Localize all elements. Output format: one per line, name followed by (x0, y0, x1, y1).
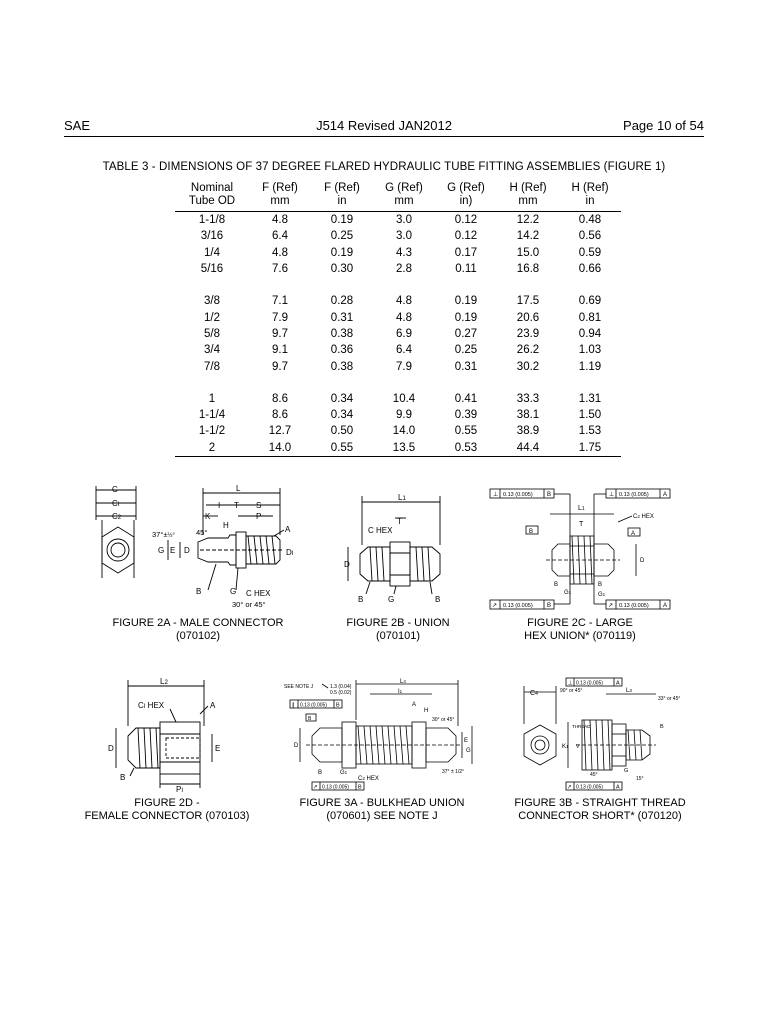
header-doc-id: J514 Revised JAN2012 (316, 118, 452, 133)
tol-box-4: 0.13 (0.005) (619, 603, 649, 609)
table-cell: 1-1/8 (198, 214, 226, 227)
table-cell: 38.1 (516, 409, 540, 422)
table-cell: 1.53 (578, 425, 602, 438)
figure-2b-caption (318, 617, 478, 642)
table-cell: 7.9 (396, 360, 412, 373)
label-c: C (112, 485, 118, 494)
table-cell: 0.31 (330, 311, 354, 324)
table-cell: 26.2 (516, 344, 540, 357)
table-cell: 8.6 (272, 409, 288, 422)
label-k1: K1 (562, 744, 569, 750)
figure-2a-caption (98, 617, 298, 642)
label-dim-2: 0.5 (0.02) (330, 690, 352, 696)
table-cell: 44.4 (497, 440, 559, 457)
table-cell: 0.50 (330, 425, 354, 438)
table-row (175, 326, 621, 342)
table-cell: 9.7 (272, 360, 288, 373)
table-cell: 15.0 (516, 246, 540, 259)
column-header: F (Ref) mm (249, 182, 311, 212)
tol-ref-3: B (547, 603, 552, 609)
table-cell: 0.11 (455, 263, 477, 276)
tol-ref-2: B (358, 784, 362, 791)
table-row (175, 391, 621, 407)
tol-box-2: 0.13 (0.005) (619, 492, 649, 498)
table-cell: 6.4 (272, 230, 288, 243)
table-row (175, 245, 621, 261)
table-cell: 0.27 (454, 327, 478, 340)
label-c2: C2 (112, 512, 122, 521)
table-cell: 0.94 (578, 327, 602, 340)
figure-2a-drawing (88, 480, 304, 614)
tol-box-2: 0.13 (0.005) (576, 784, 603, 791)
table-cell: 0.34 (330, 409, 354, 422)
label-a: A (210, 701, 216, 710)
column-header: H (Ref) in (559, 182, 621, 212)
figure-3b-caption (500, 797, 700, 822)
table-cell: 1.03 (578, 344, 602, 357)
label-i: I (218, 501, 221, 510)
table-header-row (175, 182, 621, 212)
table-row (175, 293, 621, 309)
table-cell: 0.55 (454, 425, 478, 438)
union-side-view (360, 542, 440, 586)
table-cell: 0.39 (454, 409, 478, 422)
column-header: F (Ref) in (311, 182, 373, 212)
table-cell: 3/8 (204, 295, 220, 308)
label-l2: L2 (160, 677, 168, 686)
figure-2c-code: HEX UNION* (070119) (524, 629, 636, 642)
label-d: D (184, 546, 190, 555)
table-cell: 5/8 (204, 327, 220, 340)
label-thread: THREAD (572, 724, 591, 729)
table-cell: 23.9 (516, 327, 540, 340)
table-row (175, 423, 621, 439)
label-c-hex: C HEX (246, 589, 271, 598)
table-group-spacer (175, 277, 621, 293)
label-angle-30-45: 30° or 45° (232, 600, 266, 609)
label-h: H (424, 708, 429, 714)
table-cell: 0.48 (578, 214, 602, 227)
label-k: K (205, 512, 211, 521)
label-l3: L3 (626, 688, 632, 694)
label-g2: G (230, 587, 237, 596)
column-header: Nominal Tube OD (175, 182, 249, 212)
table-cell: 1.31 (578, 392, 602, 405)
label-angle-33-45: 33° or 45° (658, 696, 681, 702)
tol-ref-2: A (616, 784, 620, 791)
table-cell: 7.1 (272, 295, 288, 308)
table-cell: 7.9 (272, 311, 288, 324)
table-cell: 4.8 (272, 246, 288, 259)
table-row (175, 440, 621, 457)
table-cell: 0.12 (454, 230, 478, 243)
label-b-left: B (554, 582, 559, 588)
table-cell: 4.8 (272, 214, 288, 227)
label-c-hex: C HEX (368, 526, 393, 535)
figure-3a-code: (070601) SEE NOTE J (326, 809, 438, 822)
tol-box-2: 0.13 (0.005) (322, 784, 349, 791)
figure-2d-caption (72, 797, 262, 822)
tol-box-3: 0.13 (0.005) (503, 603, 533, 609)
tol-box-1: 0.13 (0.005) (503, 492, 533, 498)
label-angle-30-45: 30° or 45° (432, 717, 455, 723)
label-l1: L1 (578, 505, 585, 512)
runout-symbol: ↗ (567, 784, 572, 791)
table-cell: 0.38 (330, 360, 354, 373)
label-e: E (464, 738, 469, 744)
label-e: E (215, 744, 221, 753)
label-g: G (466, 748, 471, 754)
table-cell: 4.3 (396, 246, 412, 259)
table-cell: 1-1/2 (198, 425, 226, 438)
table-cell: 1 (208, 392, 216, 405)
table-cell: 0.53 (435, 440, 497, 457)
figure-3b-code: CONNECTOR SHORT* (070120) (518, 809, 682, 822)
label-g: G (388, 595, 395, 604)
label-see-note: SEE NOTE J (284, 684, 314, 690)
label-dim-1: 1.3 (0.04) (330, 684, 352, 690)
table-cell: 1.50 (578, 409, 602, 422)
label-t: T (234, 501, 239, 510)
label-angle-45: 45° (590, 772, 598, 778)
perp-symbol: ⊥ (493, 492, 499, 498)
tol-ref-1: B (336, 702, 340, 709)
figure-3a-title: FIGURE 3A - BULKHEAD UNION (299, 797, 465, 809)
label-b-right: B (435, 595, 441, 604)
label-l1: L1 (398, 493, 406, 502)
table-cell: 0.19 (454, 295, 478, 308)
label-b: B (660, 724, 664, 730)
label-t: T (397, 517, 402, 526)
label-c1-hex: CI HEX (138, 701, 165, 710)
table-cell: 0.30 (330, 263, 354, 276)
runout-symbol: ↗ (313, 784, 318, 791)
tol-ref-1: A (616, 680, 620, 687)
table-cell: 3/16 (200, 230, 224, 243)
table-cell: 1-1/4 (198, 409, 226, 422)
table-cell: 0.28 (330, 295, 354, 308)
label-s: S (256, 501, 262, 510)
runout-symbol: ↗ (608, 603, 614, 609)
table-cell: 13.5 (373, 440, 435, 457)
bulkhead-union-side-view (306, 722, 462, 768)
table-cell: 6.9 (396, 327, 412, 340)
table-cell: 1.19 (578, 360, 602, 373)
column-header: H (Ref) mm (497, 182, 559, 212)
label-b-right: B (598, 582, 603, 588)
page-header (64, 118, 704, 137)
hex-end-view (524, 725, 556, 765)
label-l4: L4 (400, 679, 406, 685)
label-g: G (158, 546, 165, 555)
label-c4: C4 (530, 690, 538, 697)
table-cell: 38.9 (516, 425, 540, 438)
table-cell: 2.8 (396, 263, 412, 276)
label-a: A (412, 702, 417, 708)
figure-3a-caption (282, 797, 482, 822)
table-cell: 12.2 (516, 214, 540, 227)
table-body (175, 212, 621, 457)
figure-2b-title: FIGURE 2B - UNION (346, 617, 450, 629)
label-g1-left: G1 (564, 590, 572, 596)
table-cell: 0.81 (578, 311, 602, 324)
datum-a: A (631, 531, 636, 537)
tol-ref-4: A (663, 603, 668, 609)
dimensions-table (175, 182, 621, 457)
table-cell: 20.6 (516, 311, 540, 324)
table-cell: 16.8 (516, 263, 540, 276)
table-cell: 9.1 (272, 344, 288, 357)
table-cell: 0.25 (330, 230, 354, 243)
table-cell: 0.66 (578, 263, 602, 276)
label-i1: I1 (398, 689, 403, 695)
table-cell: 12.7 (268, 425, 292, 438)
table-cell: 17.5 (516, 295, 540, 308)
tol-ref-2: A (663, 492, 668, 498)
table-cell: 0.34 (330, 392, 354, 405)
label-angle-15: 15° (636, 776, 644, 782)
table-cell: 14.0 (392, 425, 416, 438)
table-row (175, 228, 621, 244)
table-cell: 0.56 (578, 230, 602, 243)
figure-3a-drawing (282, 676, 482, 794)
table-cell: 6.4 (396, 344, 412, 357)
figure-2c-caption (500, 617, 660, 642)
table-cell: 14.2 (516, 230, 540, 243)
table-row (175, 212, 621, 229)
label-d: D (108, 744, 114, 753)
label-d: D (294, 743, 299, 749)
label-d: D (344, 560, 350, 569)
table-cell: 7/8 (204, 360, 220, 373)
label-a: A (285, 525, 291, 534)
label-p: P (256, 512, 262, 521)
table-cell: 5/16 (200, 263, 224, 276)
table-group-spacer (175, 375, 621, 391)
figure-2a-title: FIGURE 2A - MALE CONNECTOR (112, 617, 284, 629)
table-title: TABLE 3 - DIMENSIONS OF 37 DEGREE FLARED HYDRAULIC TUBE FITTING ASSEMBLIES (FIGURE 1) (102, 161, 666, 173)
label-b: B (318, 770, 323, 776)
label-h: H (223, 521, 229, 530)
figure-2a-code: (070102) (175, 629, 221, 642)
table-row (175, 407, 621, 423)
label-c2-hex: C2 HEX (358, 776, 379, 782)
table-cell: 7.6 (272, 263, 288, 276)
figure-2d-title: FIGURE 2D - (134, 797, 200, 809)
label-d: D (640, 558, 645, 564)
datum-b: B (308, 716, 312, 722)
label-b: B (120, 773, 126, 782)
table-cell: 0.19 (454, 311, 478, 324)
label-c2-hex: C2 HEX (633, 514, 654, 520)
label-angle-37: 37° ± 1/2° (442, 769, 465, 775)
tol-box-1: 0.13 (0.005) (300, 702, 327, 709)
figure-3b-drawing (510, 676, 686, 794)
table-cell: 10.4 (392, 392, 416, 405)
label-di: DI (286, 548, 294, 557)
label-g1-right: G1 (598, 592, 606, 598)
table-cell: 0.36 (330, 344, 354, 357)
label-b: B (196, 587, 202, 596)
table-cell: 3.0 (396, 230, 412, 243)
perp-symbol: ⊥ (568, 680, 573, 687)
label-t: T (579, 521, 584, 528)
table-cell: 0.19 (330, 214, 354, 227)
label-angle-37: 37°±½° (152, 530, 175, 539)
figure-3b-title: FIGURE 3B - STRAIGHT THREAD (514, 797, 686, 809)
figure-2b-code: (070101) (375, 629, 421, 642)
datum-b: B (529, 529, 534, 535)
table-cell: 1.75 (559, 440, 621, 457)
figure-2b-drawing (340, 490, 460, 606)
table-cell: 9.7 (272, 327, 288, 340)
table-cell: 1/4 (204, 246, 220, 259)
label-g1: G1 (340, 770, 348, 776)
figure-2d-drawing (104, 676, 234, 794)
table-cell: 14.0 (249, 440, 311, 457)
table-row (175, 358, 621, 374)
table-cell: 0.17 (454, 246, 478, 259)
table-cell: 0.31 (454, 360, 478, 373)
large-hex-union-side-view (546, 536, 620, 584)
label-g: G (624, 768, 629, 774)
table-cell: 1/2 (204, 311, 220, 324)
table-row (175, 342, 621, 358)
header-org: SAE (64, 118, 91, 133)
tol-ref-1: B (547, 492, 552, 498)
header-page-number: Page 10 of 54 (623, 118, 704, 133)
figure-2c-title: FIGURE 2C - LARGE (527, 617, 633, 629)
label-l: L (236, 484, 241, 493)
table-cell: 30.2 (516, 360, 540, 373)
label-c1: CI (112, 499, 120, 508)
table-cell: 8.6 (272, 392, 288, 405)
connector-side-view (198, 532, 284, 568)
table-row (175, 261, 621, 277)
female-connector-side-view (128, 722, 200, 774)
table-cell: 0.41 (454, 392, 478, 405)
label-v: V (576, 744, 580, 750)
column-header: G (Ref) in) (435, 182, 497, 212)
table-cell: 2 (175, 440, 249, 457)
figure-2d-code: FEMALE CONNECTOR (070103) (84, 809, 250, 822)
tol-box-1: 0.13 (0.005) (576, 680, 603, 687)
label-e: E (170, 546, 176, 555)
label-p1: PI (176, 785, 184, 794)
runout-symbol: ↗ (492, 603, 498, 609)
parallel-symbol: ∥ (292, 702, 295, 709)
column-header: G (Ref) mm (373, 182, 435, 212)
table-cell: 4.8 (396, 311, 412, 324)
table-cell: 0.25 (454, 344, 478, 357)
hex-end-view (102, 520, 134, 578)
table-cell: 0.19 (330, 246, 354, 259)
label-b-left: B (358, 595, 364, 604)
table-cell: 9.9 (396, 409, 412, 422)
table-cell: 3.0 (396, 214, 412, 227)
label-angle-90-45: 90° or 45° (560, 688, 583, 694)
table-cell: 4.8 (396, 295, 412, 308)
table-cell: 3/4 (204, 344, 220, 357)
table-row (175, 309, 621, 325)
table-cell: 0.59 (578, 246, 602, 259)
table-cell: 0.69 (578, 295, 602, 308)
table-cell: 0.55 (311, 440, 373, 457)
table-cell: 0.12 (454, 214, 478, 227)
figure-2c-drawing (486, 486, 680, 612)
label-angle-45: 45° (196, 528, 208, 537)
table-cell: 33.3 (516, 392, 540, 405)
table-cell: 0.38 (330, 327, 354, 340)
perp-symbol: ⊥ (609, 492, 615, 498)
